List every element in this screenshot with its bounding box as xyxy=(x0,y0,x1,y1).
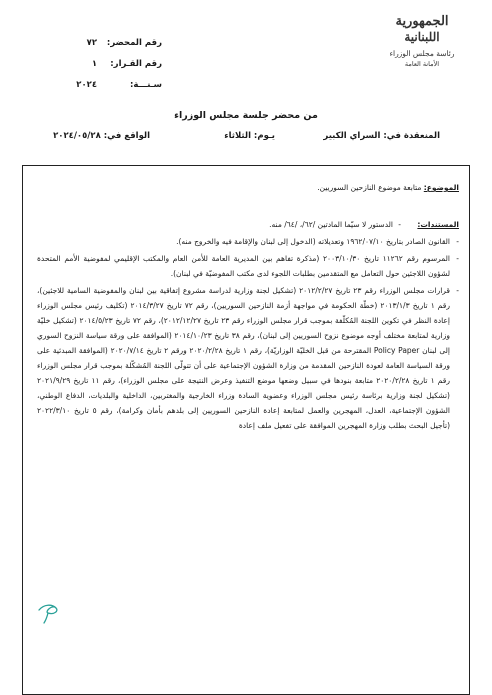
republic-logo xyxy=(372,14,472,78)
year-label: سـنـــة: xyxy=(129,80,162,90)
reference-item: - القانون الصادر بتاريخ ١٩٦٢/٠٧/١٠ وتعديلاته (الدخول إلى لبنان والإقامة فيه والخروج منه). xyxy=(37,234,459,249)
decision-number-row xyxy=(42,58,162,70)
reference-item: - قرارات مجلس الوزراء رقم ٢٣ تاريخ ٢٠١٢/٢/٢٧ (تشكيل لجنة وزارية لدراسة مشروع إتفاقية بين لبنان والمفوضية السامية للاجئين)، رقم ١ تاريخ ٢٠١٣/١/٣ (خطّة الحكومة في مواجهة أزمة النازحين السوريين)، رقم ٧٢ تاريخ ٢٠١٤/٣/٢٧ (تكليف رئيس مجلس الوزراء إعادة النظر في تكوين اللجنة المُكلّفة بموجب قرار مجلس الوزراء رقم ٢٣ تاريخ ٢٠١٢/١٢/٢٧)، رقم ٧٢ تاريخ ٢٠١٤/٥/٢٣ (تشكيل خليّة وزارية لمتابعة مختلف أوجه موضوع نزوح السوريين إلى لبنان)، رقم ٣٨ تاريخ ٢٠١٤/١٠/٢٣ (الموافقة على ورقة سياسة النزوح السوري إلى لبنان Policy Paper المقترحة من قبل الخليّة الوزاريّة)، رقم ١ تاريخ ٢٠٢٠/٢/٢٨ ورقم ٢ تاريخ ٢٠٢٠/٧/١٤ (الموافقة المبدئية على ورقة السياسة العامة لعودة النازحين المقدمة من وزارة الشؤون الإجتماعية على أن تتولّى اللجنة المُشكّلة بموجب قرار مجلس الوزراء رقم ١ تاريخ ٢٠٢٠/٢/٢٨ متابعة بنودها في سبيل وضعها موضع التنفيذ وعرض النتيجة على مجلس الوزراء)، رقم ١١ تاريخ ٢٠٢١/٩/٢٩ (تشكيل لجنة وزارية برئاسة رئيس مجلس الوزراء وعضوية السادة وزراء الخارجية والمغتربين، الداخلية والبلديات، الدفاع الوطني، الشؤون الإجتماعية، العدل، المهجرين والعمل لمتابعة إعادة النازحين السوريين إلى بلدهم بأمان وكرامة)، رقم ٥ تاريخ ٢٠٢٢/٣/١٠ (تأجيل البحث بطلب وزارة المهجرين الموافقة على تفعيل ملف إعادة xyxy=(37,283,459,433)
list-dash: - xyxy=(398,220,401,229)
logo-line-2: اللبنانية xyxy=(404,30,440,44)
decision-number-label: رقم القـرار: xyxy=(110,59,162,69)
minute-number-label: رقم المحضر: xyxy=(106,38,162,48)
decision-number-value: ١ xyxy=(91,59,98,69)
session-date: الواقع في: ٢٠٢٤/٠٥/٢٨ xyxy=(53,131,150,141)
references-first-item xyxy=(37,217,459,232)
content-box xyxy=(22,165,470,695)
logo-line-3: رئاسة مجلس الوزراء xyxy=(389,49,455,58)
minute-number-value: ٧٢ xyxy=(86,38,98,48)
subject-text: متابعة موضوع النازحين السوريين. xyxy=(317,183,422,192)
year-row xyxy=(42,79,162,91)
year-value: ٢٠٢٤ xyxy=(76,80,98,90)
reference-item: - المرسوم رقم ١١٢٦٢ تاريخ ٢٠٠٣/١٠/٣٠ (مذكرة تفاهم بين المديرية العامة للأمن العام والمكتب الإقليمي لمفوضية الأمم المتحدة لشؤون اللاجئين حول التعامل مع المتقدمين بطلبات اللجوء لدى مكتب المفوضيّة في لبنان). xyxy=(37,251,459,281)
content-body xyxy=(37,180,459,435)
minute-number-row xyxy=(42,37,162,49)
references-label: المستندات: xyxy=(417,220,459,229)
logo-line-4: الأمانة العامة xyxy=(404,60,440,68)
logo-line-1: الجمهورية xyxy=(395,14,449,29)
signature-mark xyxy=(36,602,62,624)
subject-line xyxy=(37,180,459,195)
subject-label: الموضوع: xyxy=(423,183,459,192)
reference-item-text: الدستور لا سيّما المادتين /٦٢/، /٦٤/ منه. xyxy=(269,220,393,229)
session-place: المنعقدة في: السراي الكبير xyxy=(323,131,440,141)
document-title: من محضر جلسة مجلس الوزراء xyxy=(174,110,318,121)
session-info-row xyxy=(40,131,440,145)
references-list xyxy=(37,234,459,433)
session-day: يـوم: الثلاثاء xyxy=(224,131,275,141)
